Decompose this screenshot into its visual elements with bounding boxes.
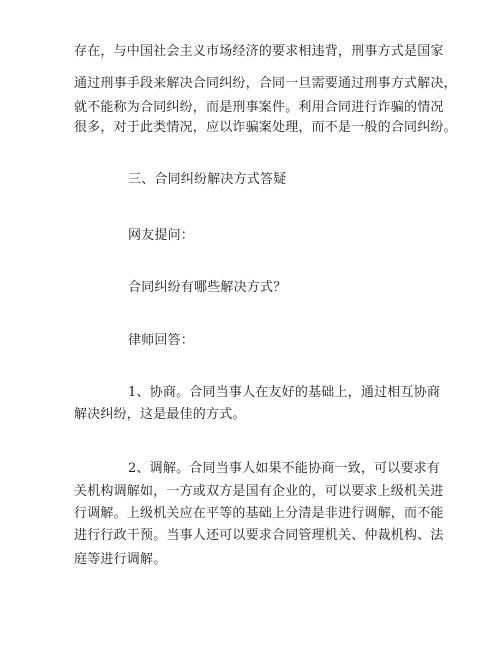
- intro-line-3: 就不能称为合同纠纷，而是刑事案件。利用合同进行诈骗的情况: [74, 100, 444, 115]
- intro-line-2: 通过刑事手段来解决合同纠纷，合同一旦需要通过刑事方式解决，: [74, 76, 457, 91]
- question-label: 网友提问：: [128, 228, 195, 243]
- answer-item-2-line-3: 行调解。上级机关应在平等的基础上分清是非进行调解，而不能: [74, 506, 444, 521]
- answer-item-2-line-2: 关机构调解如，一方或双方是国有企业的，可以要求上级机关进: [74, 484, 444, 499]
- answer-item-1-line-2: 解决纠纷，这是最佳的方式。: [74, 407, 246, 422]
- answer-item-2-line-5: 庭等进行调解。: [74, 552, 167, 567]
- question-text: 合同纠纷有哪些解决方式？: [128, 280, 287, 295]
- intro-line-4: 很多，对于此类情况，应以诈骗案处理，而不是一般的合同纠纷。: [74, 120, 457, 135]
- answer-item-1-line-1: 1、协商。合同当事人在友好的基础上，通过相互协商: [128, 385, 441, 400]
- answer-label: 律师回答：: [128, 333, 195, 348]
- answer-item-2-line-1: 2、调解。合同当事人如果不能协商一致，可以要求有: [128, 461, 441, 476]
- section-heading: 三、合同纠纷解决方式答疑: [128, 172, 287, 187]
- intro-line-1: 存在，与中国社会主义市场经济的要求相违背，刑事方式是国家: [74, 44, 444, 59]
- answer-item-2-line-4: 进行行政干预。当事人还可以要求合同管理机关、仲裁机构、法: [74, 528, 444, 543]
